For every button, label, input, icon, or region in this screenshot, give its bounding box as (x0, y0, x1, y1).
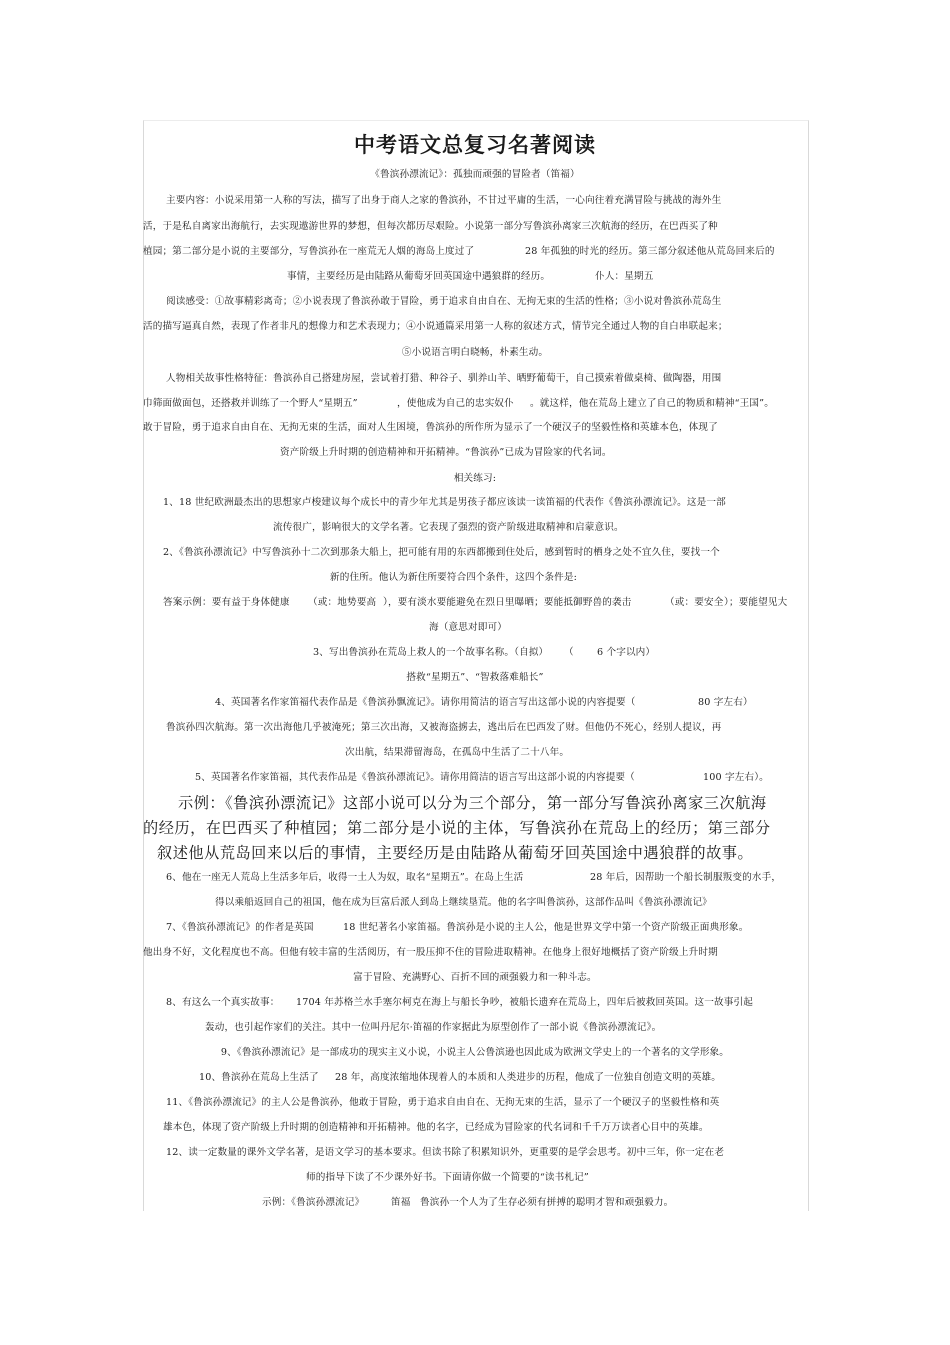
summary-line: 主要内容：小说采用第一人称的写法，描写了出身于商人之家的鲁滨孙，不甘过平庸的生活，一心向往着充满冒险与挑战的海外生 (166, 195, 722, 206)
question-6: 得以乘船返回自己的祖国，他在成为巨富后派人到岛上继续垦荒。他的名字叫鲁滨孙，这部作品叫《鲁滨孙漂流记》 (215, 897, 712, 908)
question-10: 28 年，高度浓缩地体现着人的本质和人类进步的历程，他成了一位独自创造文明的英雄。 (335, 1072, 721, 1083)
feelings-line: 活的描写逼真自然，表现了作者非凡的想像力和艺术表现力；④小说通篇采用第一人称的叙述方式，情节完全通过人物的自白串联起来； (143, 321, 728, 332)
character-line: ，使他成为自己的忠实奴仆 (397, 398, 514, 409)
page-title: 中考语文总复习名著阅读 (354, 132, 596, 157)
answer-4: 次出航，结果滞留海岛，在孤岛中生活了二十八年。 (345, 747, 570, 758)
answer-5: 的经历，在巴西买了种植园；第二部分是小说的主体，写鲁滨孙在荒岛上的经历；第三部分 (143, 819, 771, 837)
question-3: 6 个字以内） (597, 647, 656, 658)
answer-2: ）；要能望见大 (724, 597, 788, 608)
question-11: 11、《鲁滨孙漂流记》的主人公是鲁滨孙，他敢于冒险，勇于追求自由自在、无拘无束的生活，显示了一个硬汉子的坚毅性格和英 (166, 1097, 720, 1108)
answer-12: 示例：《鲁滨孙漂流记》 (262, 1197, 365, 1208)
question-2: 新的住所。他认为新住所要符合四个条件，这四个条件是: (330, 572, 577, 583)
question-7: 18 世纪著名小家笛福。鲁滨孙是小说的主人公，他是世界文学中第一个资产阶级正面典形象。 (343, 922, 749, 933)
answer-12: 鲁滨孙一个人为了生存必须有拼搏的聪明才智和顽强毅力。 (420, 1197, 674, 1208)
question-7: 7、《鲁滨孙漂流记》的作者是英国 (166, 922, 314, 933)
question-12: 12、读一定数量的课外文学名著，是语文学习的基本要求。但读书除了积累知识外，更重要的是学会思考。初中三年，你一定在老 (166, 1147, 725, 1158)
question-12: 师的指导下读了不少课外好书。下面请你做一个简要的“读书札记” (306, 1172, 589, 1183)
character-line: 巾筛面做面包，还搭救并训练了一个野人“星期五” (143, 398, 358, 409)
answer-12: 笛福 (391, 1197, 411, 1208)
summary-line: 事情，主要经历是由陆路从葡萄牙回英国途中遇狼群的经历。 (287, 271, 551, 282)
question-7: 富于冒险、充满野心、百折不回的顽强毅力和一种斗志。 (353, 972, 597, 983)
question-2: 2、《鲁滨孙漂流记》中写鲁滨孙十二次到那条大船上，把可能有用的东西都搬到住处后，感到暂时的栖身之处不宜久住，要找一个 (163, 547, 720, 558)
summary-line: 活，于是私自离家出海航行，去实现遨游世界的梦想，但每次都历尽艰险。小说第一部分写鲁滨孙离家三次航海的经历，在巴西买了种 (143, 221, 718, 232)
feelings-line: 阅读感受：①故事精彩离奇；②小说表现了鲁滨孙敢于冒险，勇于追求自由自在、无拘无束的生活的性格；③小说对鲁滨孙荒岛生 (166, 296, 722, 307)
question-10: 10、鲁滨孙在荒岛上生活了 (199, 1072, 319, 1083)
question-4: 4、英国著名作家笛福代表作品是《鲁滨孙飘流记》。请你用简洁的语言写出这部小说的内容提要（ (215, 697, 636, 708)
question-5: 100 字左右）。 (703, 772, 769, 783)
answer-5: 叙述他从荒岛回来以后的事情，主要经历是由陆路从葡萄牙回英国途中遇狼群的故事。 (157, 844, 754, 862)
character-line: 人物相关故事性格特征：鲁滨孙自己搭建房屋，尝试着打猎、种谷子、驯养山羊、晒野葡萄干，自己摸索着做桌椅、做陶器，用围 (166, 373, 722, 384)
character-line: 。就这样，他在荒岛上建立了自己的物质和精神“王国”。 (530, 398, 774, 409)
character-line: 敢于冒险，勇于追求自由自在、无拘无束的生活，面对人生困境，鲁滨孙的所作所为显示了一个硬汉子的坚毅性格和英雄本色，体现了 (143, 422, 718, 433)
answer-5: 示例：《鲁滨孙漂流记》这部小说可以分为三个部分，第一部分写鲁滨孙离家三次航海 (178, 794, 767, 812)
question-3: （ (564, 647, 574, 658)
question-8: 8、有这么一个真实故事： (166, 997, 280, 1008)
question-8: 1704 年苏格兰水手塞尔柯克在海上与船长争吵，被船长遗弃在荒岛上，四年后被救回英国。这一故事引起 (296, 997, 753, 1008)
question-4: 80 字左右） (698, 697, 753, 708)
question-11: 雄本色，体现了资产阶级上升时期的创造精神和开拓精神。他的名字，已经成为冒险家的代名词和千千万万读者心目中的英雄。 (163, 1122, 709, 1133)
answer-4: 鲁滨孙四次航海。第一次出海他几乎被淹死；第三次出海，又被海盗掳去，逃出后在巴西发了财。但他仍不死心，经别人提议，再 (166, 722, 722, 733)
feelings-line: ⑤小说语言明白晓畅，朴素生动。 (401, 347, 549, 358)
question-1: 1、18 世纪欧洲最杰出的思想家卢梭建议每个成长中的青少年尤其是男孩子都应该读一读笛福的代表作《鲁滨孙漂流记》。这是一部 (163, 497, 726, 508)
answer-3: 搭救“星期五”、“智救落难船长” (406, 672, 544, 683)
practice-heading: 相关练习: (453, 473, 497, 484)
summary-line: 植园；第二部分是小说的主要部分，写鲁滨孙在一座荒无人烟的海岛上度过了 (143, 246, 475, 257)
answer-2: （或：地势要高 (308, 597, 377, 608)
question-3: 3、写出鲁滨孙在荒岛上救人的一个故事名称。（自拟） (313, 647, 549, 658)
summary-line: 28 年孤独的时光的经历。第三部分叙述他从荒岛回来后的 (525, 246, 775, 257)
question-8: 轰动，也引起作家们的关注。其中一位叫丹尼尔·笛福的作家据此为原型创作了一部小说《鲁滨孙漂流记》。 (205, 1022, 662, 1033)
subtitle: 《鲁滨孙漂流记》：孤独而顽强的冒险者（笛福） (370, 169, 580, 180)
question-5: 5、英国著名作家笛福，其代表作品是《鲁滨孙漂流记》。请你用简洁的语言写出这部小说的内容提要（ (195, 772, 635, 783)
question-6: 28 年后，因帮助一个船长制服叛变的水手， (590, 872, 782, 883)
character-line: 资产阶级上升时期的创造精神和开拓精神。“鲁滨孙”已成为冒险家的代名词。 (280, 447, 612, 458)
question-6: 6、他在一座无人荒岛上生活多年后，收得一土人为奴，取名“星期五”。在岛上生活 (166, 872, 524, 883)
answer-2: （或：要安全 (665, 597, 724, 608)
question-9: 9、《鲁滨孙漂流记》是一部成功的现实主义小说，小说主人公鲁滨逊也因此成为欧洲文学史上的一个著名的文学形象。 (220, 1047, 730, 1058)
answer-2: ），要有淡水要能避免在烈日里曝晒；要能抵御野兽的袭击 (383, 597, 632, 608)
servant-label: 仆人：星期五 (595, 271, 654, 282)
question-7: 他出身不好，文化程度也不高。但他有较丰富的生活阅历，有一股压抑不住的冒险进取精神。在他身上很好地概括了资产阶级上升时期 (143, 947, 718, 958)
answer-2: 答案示例：要有益于身体健康 (163, 597, 290, 608)
question-1: 流传很广，影响很大的文学名著。它表现了强烈的资产阶级进取精神和启蒙意识。 (273, 522, 624, 533)
answer-2: 海（意思对即可） (429, 622, 507, 633)
